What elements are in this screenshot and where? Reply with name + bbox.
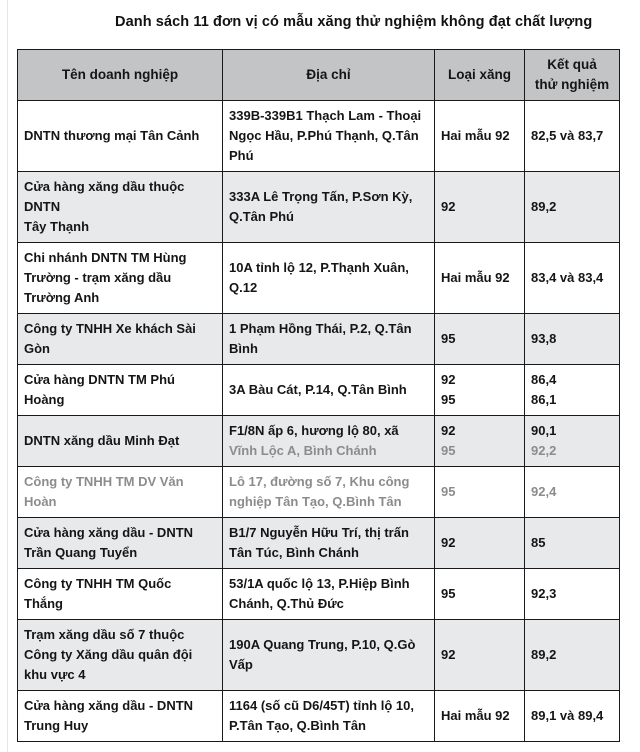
company-cell — [18, 416, 223, 467]
address-line: 333A Lê Trọng Tấn, P.Sơn Kỳ, — [229, 189, 413, 204]
address-line: nghiệp Tân Tạo, Q.Bình Tân — [229, 494, 402, 509]
fuel-type-cell — [435, 314, 525, 365]
address-line: Vĩnh Lộc A, Bình Chánh — [229, 443, 377, 458]
test-result-cell — [525, 314, 620, 365]
test-result-line: 92,3 — [531, 586, 557, 601]
address-line: 3A Bàu Cát, P.14, Q.Tân Bình — [229, 382, 407, 397]
table-row — [18, 691, 620, 742]
address-line: 10A tỉnh lộ 12, P.Thạnh Xuân, — [229, 260, 409, 275]
fuel-type-line: 95 — [441, 586, 456, 601]
company-line: Cửa hàng xăng dầu thuộc — [24, 179, 185, 194]
header-fuel-type: Loại xăng — [435, 50, 525, 101]
fuel-type-line: 95 — [441, 392, 456, 407]
test-result-line: 90,1 — [531, 423, 557, 438]
header-company: Tên doanh nghiệp — [18, 50, 223, 101]
fuel-type-cell — [435, 365, 525, 416]
company-line: Cửa hàng xăng dầu - DNTN — [24, 525, 194, 540]
test-result-cell — [525, 243, 620, 314]
address-line: Ngọc Hầu, P.Phú Thạnh, Q.Tân — [229, 128, 419, 143]
test-result-cell — [525, 518, 620, 569]
fuel-type-line: 92 — [441, 372, 456, 387]
address-line: 339B-339B1 Thạch Lam - Thoại — [229, 108, 422, 123]
table-row — [18, 314, 620, 365]
test-result-cell — [525, 101, 620, 172]
fuel-type-line: 92 — [441, 647, 456, 662]
fuel-type-cell — [435, 101, 525, 172]
fuel-type-cell — [435, 467, 525, 518]
address-line: B1/7 Nguyễn Hữu Trí, thị trấn — [229, 525, 409, 540]
company-line: Công ty Xăng dầu quân đội — [24, 647, 193, 662]
test-result-cell — [525, 365, 620, 416]
address-line: 1 Phạm Hồng Thái, P.2, Q.Tân — [229, 321, 412, 336]
test-result-line: 85 — [531, 535, 546, 550]
fuel-type-cell — [435, 172, 525, 243]
fuel-type-cell — [435, 569, 525, 620]
test-result-cell — [525, 569, 620, 620]
test-result-line: 92,2 — [531, 443, 557, 458]
fuel-type-line: Hai mẫu 92 — [441, 128, 510, 143]
test-result-cell — [525, 691, 620, 742]
table-row — [18, 518, 620, 569]
address-line: 190A Quang Trung, P.10, Q.Gò — [229, 637, 416, 652]
company-cell — [18, 172, 223, 243]
fuel-type-line: Hai mẫu 92 — [441, 708, 510, 723]
fuel-type-cell — [435, 620, 525, 691]
address-line: Chánh, Q.Thủ Đức — [229, 596, 344, 611]
company-cell — [18, 101, 223, 172]
fuel-type-line: 95 — [441, 484, 456, 499]
test-result-cell — [525, 416, 620, 467]
table-header-row — [18, 50, 620, 101]
test-result-line: 86,1 — [531, 392, 557, 407]
test-result-line: 83,4 và 83,4 — [531, 270, 604, 285]
test-result-cell — [525, 467, 620, 518]
company-cell — [18, 569, 223, 620]
company-line: DNTN — [24, 199, 61, 214]
company-cell — [18, 691, 223, 742]
address-cell — [223, 101, 435, 172]
address-cell — [223, 416, 435, 467]
test-result-line: 92,4 — [531, 484, 557, 499]
company-line: Thắng — [24, 596, 63, 611]
company-line: Tây Thạnh — [24, 219, 90, 234]
company-line: Trung Huy — [24, 718, 89, 733]
address-cell — [223, 365, 435, 416]
table-row — [18, 467, 620, 518]
company-line: Hoàn — [24, 494, 57, 509]
test-result-line: 89,1 và 89,4 — [531, 708, 604, 723]
address-cell — [223, 691, 435, 742]
header-test-result-line1: Kết quả — [547, 57, 597, 72]
test-result-line: 93,8 — [531, 331, 557, 346]
test-result-line: 89,2 — [531, 647, 557, 662]
company-cell — [18, 620, 223, 691]
header-test-result-line2: thử nghiệm — [534, 77, 610, 92]
test-result-cell — [525, 620, 620, 691]
company-line: DNTN thương mại Tân Cảnh — [24, 128, 200, 143]
test-result-line: 89,2 — [531, 199, 557, 214]
company-line: Trạm xăng dầu số 7 thuộc — [24, 627, 185, 642]
address-cell — [223, 620, 435, 691]
company-line: DNTN xăng dầu Minh Đạt — [24, 433, 180, 448]
address-line: Tân Túc, Bình Chánh — [229, 545, 359, 560]
fuel-type-cell — [435, 243, 525, 314]
address-line: 1164 (số cũ D6/45T) tỉnh lộ 10, — [229, 698, 414, 713]
company-line: Công ty TNHH TM DV Văn — [24, 474, 184, 489]
address-line: Phú — [229, 148, 254, 163]
test-result-cell — [525, 172, 620, 243]
address-cell — [223, 243, 435, 314]
fuel-type-cell — [435, 518, 525, 569]
company-cell — [18, 243, 223, 314]
table-row — [18, 101, 620, 172]
fuel-type-cell — [435, 416, 525, 467]
address-line: Q.Tân Phú — [229, 209, 294, 224]
address-line: 53/1A quốc lộ 13, P.Hiệp Bình — [229, 576, 410, 591]
address-cell — [223, 518, 435, 569]
address-line: P.Tân Tạo, Q.Bình Tân — [229, 718, 366, 733]
page-title: Danh sách 11 đơn vị có mẫu xăng thử nghiệm không đạt chất lượng — [115, 14, 593, 30]
table-row — [18, 620, 620, 691]
address-line: Vấp — [229, 657, 253, 672]
address-cell — [223, 467, 435, 518]
address-line: F1/8N ấp 6, hương lộ 80, xã — [229, 423, 399, 438]
company-cell — [18, 467, 223, 518]
table-row — [18, 569, 620, 620]
fuel-type-line: Hai mẫu 92 — [441, 270, 510, 285]
company-cell — [18, 518, 223, 569]
company-line: Công ty TNHH TM Quốc — [24, 576, 172, 591]
company-cell — [18, 314, 223, 365]
company-line: Cửa hàng DNTN TM Phú — [24, 372, 175, 387]
company-line: khu vực 4 — [24, 667, 86, 682]
address-line: Lô 17, đường số 7, Khu công — [229, 474, 410, 489]
company-cell — [18, 365, 223, 416]
company-line: Chi nhánh DNTN TM Hùng — [24, 250, 187, 265]
table-row — [18, 243, 620, 314]
company-line: Hoàng — [24, 392, 65, 407]
company-line: Trường Anh — [24, 290, 100, 305]
address-cell — [223, 569, 435, 620]
company-line: Trần Quang Tuyển — [24, 545, 138, 560]
failed-fuel-samples-table — [17, 49, 620, 742]
address-cell — [223, 314, 435, 365]
company-line: Gòn — [24, 341, 50, 356]
table-row — [18, 172, 620, 243]
header-address: Địa chỉ — [223, 50, 435, 101]
fuel-type-line: 92 — [441, 535, 456, 550]
page-left-rule — [7, 0, 8, 752]
fuel-type-line: 92 — [441, 199, 456, 214]
table-row — [18, 416, 620, 467]
fuel-type-line: 95 — [441, 331, 456, 346]
address-cell — [223, 172, 435, 243]
fuel-type-cell — [435, 691, 525, 742]
fuel-type-line: 95 — [441, 443, 456, 458]
test-result-line: 86,4 — [531, 372, 557, 387]
header-test-result — [525, 50, 620, 101]
test-result-line: 82,5 và 83,7 — [531, 128, 604, 143]
fuel-type-line: 92 — [441, 423, 456, 438]
company-line: Công ty TNHH Xe khách Sài — [24, 321, 196, 336]
table-row — [18, 365, 620, 416]
company-line: Trường - trạm xăng dầu — [24, 270, 172, 285]
address-line: Bình — [229, 341, 258, 356]
address-line: Q.12 — [229, 280, 258, 295]
company-line: Cửa hàng xăng dầu - DNTN — [24, 698, 194, 713]
